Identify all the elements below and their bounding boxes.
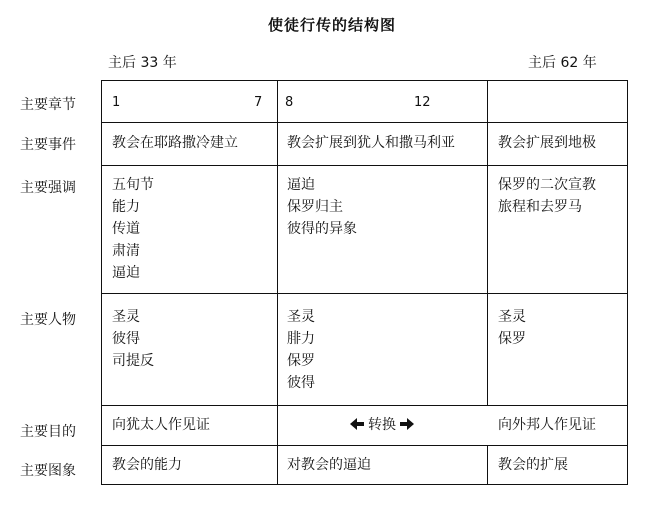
event-col1: 教会在耶路撒冷建立 <box>112 135 238 151</box>
list-item: 逼迫 <box>287 177 315 193</box>
transition-label <box>277 414 487 434</box>
list-item: 保罗 <box>287 353 315 369</box>
list-item: 保罗的二次宣教 <box>498 177 596 193</box>
structure-table <box>101 80 628 485</box>
row-divider <box>102 165 627 166</box>
page-title: 使徒行传的结构图 <box>267 16 396 34</box>
transition-text: 转换 <box>368 417 396 433</box>
row-divider <box>102 122 627 123</box>
arrow-left-icon <box>350 418 364 430</box>
list-item: 司提反 <box>112 353 154 369</box>
list-item: 腓力 <box>287 331 315 347</box>
people-col3 <box>498 306 526 350</box>
list-item: 肃清 <box>112 243 140 259</box>
row-divider <box>102 293 627 294</box>
row-label-people: 主要人物 <box>20 312 76 328</box>
purpose-col3: 向外邦人作见证 <box>498 417 596 433</box>
end-date: 主后 62 年 <box>528 55 597 71</box>
row-divider <box>102 445 627 446</box>
list-item: 圣灵 <box>287 309 315 325</box>
list-item: 旅程和去罗马 <box>498 199 582 215</box>
image-col1: 教会的能力 <box>112 457 182 473</box>
list-item: 逼迫 <box>112 265 140 281</box>
emphasis-col3 <box>498 174 596 218</box>
list-item: 圣灵 <box>112 309 140 325</box>
chapter-col2-start: 8 <box>285 95 294 110</box>
arrow-right-icon <box>400 418 414 430</box>
row-label-emphasis: 主要强调 <box>20 180 76 196</box>
emphasis-col1 <box>112 174 154 284</box>
list-item: 保罗归主 <box>287 199 343 215</box>
list-item: 能力 <box>112 199 140 215</box>
row-label-chapters: 主要章节 <box>20 97 76 113</box>
list-item: 彼得 <box>112 331 140 347</box>
purpose-col1: 向犹太人作见证 <box>112 417 210 433</box>
chapter-col1-end: 7 <box>254 95 263 110</box>
list-item: 彼得的异象 <box>287 221 357 237</box>
list-item: 传道 <box>112 221 140 237</box>
people-col2 <box>287 306 315 394</box>
column-divider <box>487 81 488 405</box>
row-label-image: 主要图象 <box>20 463 76 479</box>
row-label-purpose: 主要目的 <box>20 424 76 440</box>
event-col2: 教会扩展到犹人和撒马利亚 <box>287 135 455 151</box>
event-col3: 教会扩展到地极 <box>498 135 596 151</box>
start-date: 主后 33 年 <box>108 55 177 71</box>
chapter-col2-end: 12 <box>414 95 431 110</box>
emphasis-col2 <box>287 174 357 240</box>
chapter-col1-start: 1 <box>112 95 121 110</box>
image-col2: 对教会的逼迫 <box>287 457 371 473</box>
list-item: 保罗 <box>498 331 526 347</box>
list-item: 彼得 <box>287 375 315 391</box>
row-divider <box>102 405 627 406</box>
column-divider <box>487 445 488 484</box>
image-col3: 教会的扩展 <box>498 457 568 473</box>
list-item: 五旬节 <box>112 177 154 193</box>
row-label-events: 主要事件 <box>20 137 76 153</box>
people-col1 <box>112 306 154 372</box>
list-item: 圣灵 <box>498 309 526 325</box>
